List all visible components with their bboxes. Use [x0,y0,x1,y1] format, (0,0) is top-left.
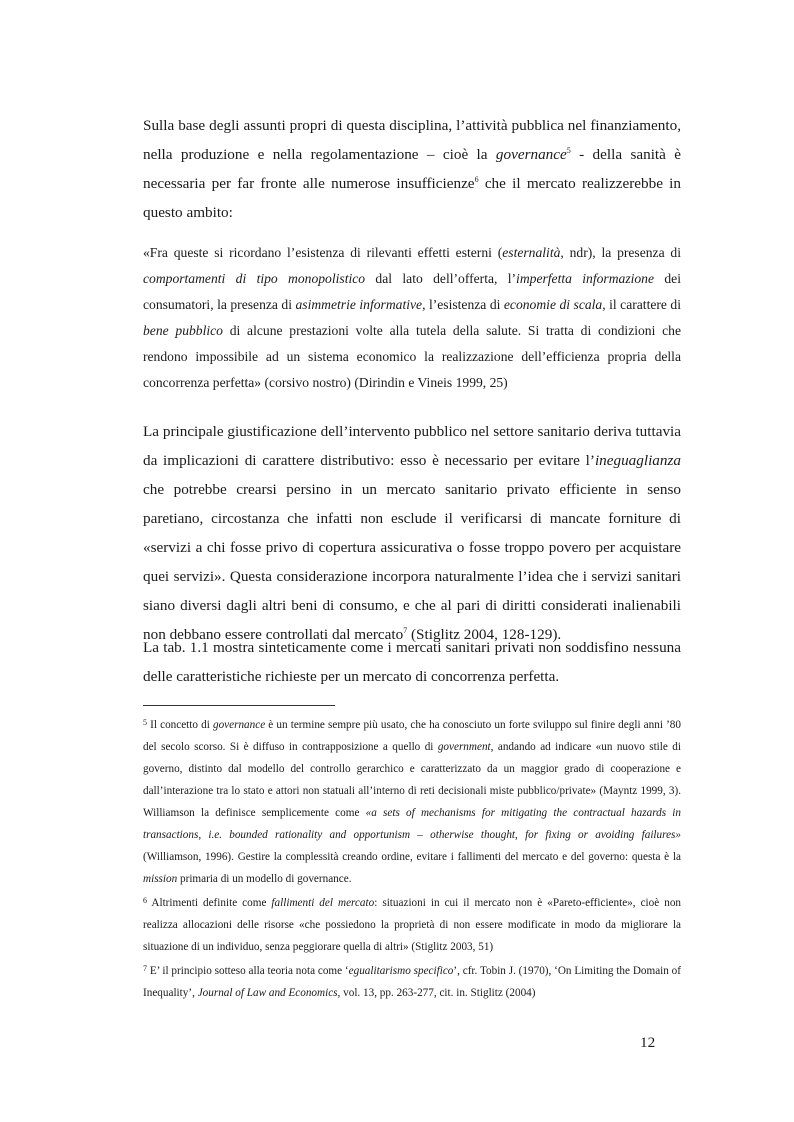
italic-term: government [437,741,491,753]
footnote-6 [143,890,681,958]
italic-journal: Journal of Law and Economics, [197,987,341,999]
text-run: dei consumatori, la presenza di [143,271,681,312]
text-run: , il carattere di [602,297,682,312]
text-run: primaria di un modello di governance. [177,873,352,885]
text-run: E’ il principio sotteso alla teoria nota come ‘ [147,965,349,977]
text-run: (Williamson, 1996). Gestire la complessità creando ordine, evitare i fallimenti del mercato e del governo: questa è la [143,851,681,863]
text-run: : situazioni in cui il mercato non è «Pareto-efficiente», cioè non realizza allocazioni delle risorse «che possiedono la proprietà di non essere modificate in modo da migliorare la situazione di un individuo, senza peggiorare quella di altri» (Stiglitz 2003, 51) [143,897,682,953]
text-run: (Stiglitz 2004, 128-129). [407,626,562,643]
text-run: ’, cfr. Tobin J. (1970), ‘On Limiting the Domain of Inequality’, [143,965,681,999]
text-run: dal lato dell’offerta, l’ [365,271,517,286]
paragraph-table-reference: La tab. 1.1 mostra sinteticamente come i mercati sanitari privati non soddisfino nessuna delle caratteristiche richieste per un mercato di concorrenza perfetta. [143,639,681,685]
paragraph-intro [143,111,681,227]
italic-term: imperfetta informazione [516,271,655,286]
italic-term: comportamenti di tipo monopolistico [143,271,366,286]
text-run: , andando ad indicare «un nuovo stile di governo, distinto dal modello del controllo gerarchico e caratterizzato da un maggior grado di cooperazione e dall’interazione tra lo stato e attori non statuali all’interno di reti decisionali miste pubblico/private» (Mayntz 1999, 3). Williamson la definisce semplicemente come [143,741,681,819]
footnote-ref-5[interactable]: 5 [566,146,571,155]
italic-term: esternalità, [502,245,564,260]
footnote-number: 7 [143,964,147,973]
footnote-5 [143,712,681,890]
footnote-number: 6 [143,896,147,905]
footnote-7 [143,958,681,1004]
text-run: che il mercato realizzerebbe in questo ambito: [143,175,681,221]
footnote-ref-7[interactable]: 7 [403,626,408,635]
footnote-number: 5 [143,718,147,727]
text-run: - della sanità è necessaria per far fronte alle numerose insufficienze [143,146,681,192]
footnote-ref-6[interactable]: 6 [474,175,479,184]
text-run: La principale giustificazione dell’intervento pubblico nel settore sanitario deriva tuttavia da implicazioni di carattere distributivo: esso è necessario per evitare l’ [143,423,681,469]
text-run: Altrimenti definite come [147,897,272,909]
italic-term: governance [495,146,567,163]
footnote-separator [143,705,335,706]
text-run: che potrebbe crearsi persino in un mercato sanitario privato efficiente in senso paretiano, circostanza che infatti non esclude il verificarsi di mancate forniture di «servizi a chi fosse privo di copertura assicurativa o fosse troppo povero per acquistare quei servizi». Questa considerazione incorpora naturalmente l’idea che i servizi sanitari siano diversi dagli altri beni di consumo, e che al pari di diritti considerati inalienabili non debbano essere controllati dal mercato [143,481,681,643]
text-run: è un termine sempre più usato, che ha conosciuto un forte sviluppo sul finire degli anni ’80 del secolo scorso. Si è diffuso in contrapposizione a quello di [143,719,681,753]
italic-term: egualitarismo specifico [348,965,454,977]
italic-term: ineguaglianza [594,452,681,469]
italic-term: governance [212,719,266,731]
paragraph-justification [143,417,681,649]
italic-term: economie di scala [503,297,603,312]
italic-term: bene pubblico [143,323,223,338]
block-quote [143,240,681,396]
italic-term: mission [143,873,178,885]
text-run: di alcune prestazioni volte alla tutela della salute. Si tratta di condizioni che rendono impossibile ad un sistema economico la realizzazione dell’efficienza propria della concorrenza perfetta» (corsivo nostro) (Dirindin e Vineis 1999, 25) [143,323,681,390]
italic-term: fallimenti del mercato [271,897,375,909]
italic-term: asimmetrie informative [295,297,423,312]
text-run: Sulla base degli assunti propri di questa disciplina, l’attività pubblica nel finanziamento, nella produzione e nella regolamentazione – cioè la [143,117,681,163]
text-run: vol. 13, pp. 263-277, cit. in. Stiglitz (2004) [340,987,536,999]
footnotes [143,712,681,1004]
text-run: Il concetto di [147,719,213,731]
text-run: «Fra queste si ricordano l’esistenza di rilevanti effetti esterni ( [143,245,503,260]
text-run: , l’esistenza di [422,297,504,312]
page-number: 12 [640,1034,656,1051]
text-run: ndr), la presenza di [563,245,681,260]
italic-quote: «a sets of mechanisms for mitigating the contractual hazards in transactions, i.e. bounded rationality and opportunism – otherwise thought, for fixing or avoiding failures» [143,807,681,841]
